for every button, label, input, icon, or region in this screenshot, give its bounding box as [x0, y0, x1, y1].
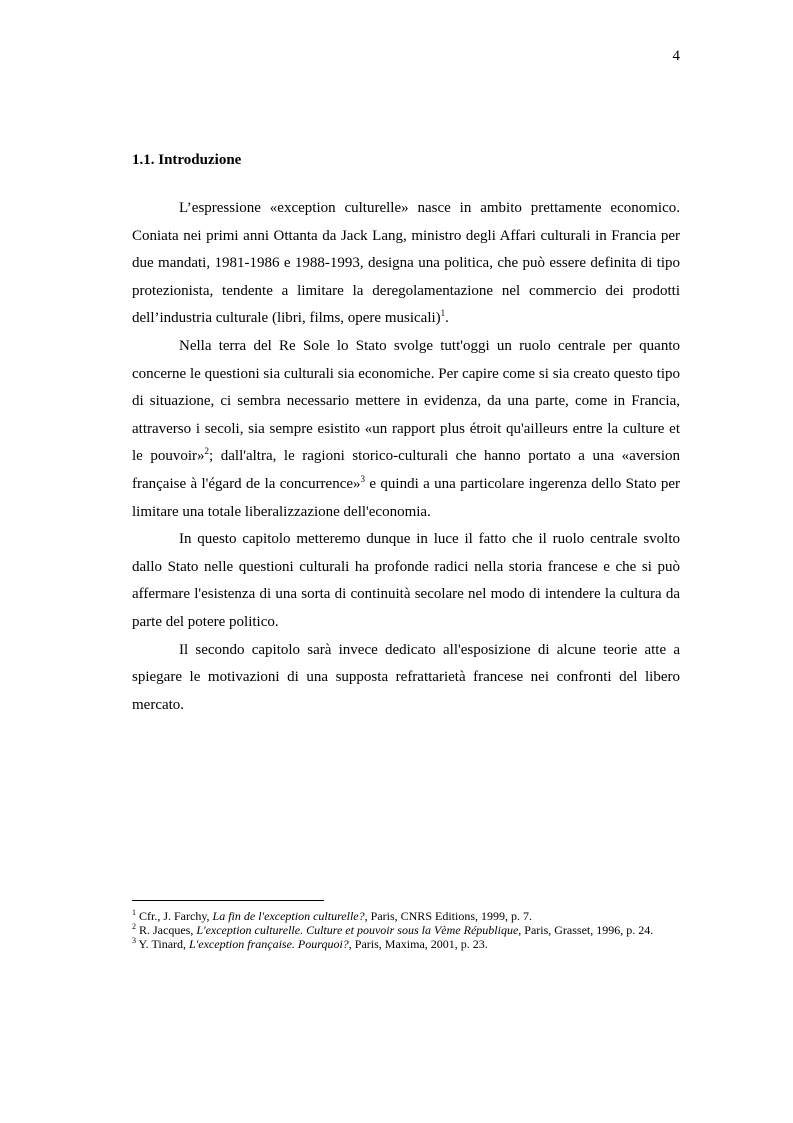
paragraph-2-text-1: Nella terra del Re Sole lo Stato svolge tutt'oggi un ruolo centrale per quanto concerne le questioni sia culturali sia economiche. Per capire come si sia creato questo tipo di situazione, ci sembra necessario mettere in evidenza, da una parte, come in Francia, attraverso i secoli, sia sempre esistito «un rapport plus étroit qu'ailleurs entre la culture et le pouvoir» [132, 337, 680, 465]
body-text [132, 195, 680, 719]
footnote-ref-3: 3 [360, 473, 366, 484]
paragraph-1-text: L’espressione «exception culturelle» nasce in ambito prettamente economico. Coniata nei primi anni Ottanta da Jack Lang, ministro degli Affari culturali in Francia per due mandati, 1981-1986 e 1988-1993, designa una politica, che può essere definita di tipo protezionista, tendente a limitare la deregolamentazione nel commercio dei prodotti dell’industria culturale (libri, films, opere musicali) [132, 200, 680, 327]
footnote-title: L'exception française. Pourquoi? [189, 937, 349, 951]
page-number: 4 [672, 48, 680, 64]
footnote-3 [132, 937, 680, 951]
footnote-ref-1: 1 [440, 308, 446, 319]
footnote-number: 3 [132, 936, 136, 945]
footnote-text: , Paris, Maxima, 2001, p. 23. [348, 937, 488, 951]
paragraph-2-text-2: ; dall'altra, le ragioni storico-culturali che hanno portato a una «aversion française à l'égard de la concurrence» [132, 448, 680, 492]
footnote-title: L'exception culturelle. Culture et pouvoir sous la Vème République [196, 923, 519, 937]
paragraph-2-text-3: e quindi a una particolare ingerenza dello Stato per limitare una totale liberalizzazione dell'economia. [132, 475, 680, 520]
footnotes [132, 900, 680, 951]
footnote-number: 1 [132, 908, 136, 917]
footnote-separator [132, 900, 324, 901]
footnote-text: , Paris, Grasset, 1996, p. 24. [518, 923, 654, 937]
footnote-text: Cfr., J. Farchy, [136, 909, 213, 923]
paragraph-2 [132, 333, 680, 526]
footnote-text: , Paris, CNRS Editions, 1999, p. 7. [364, 909, 532, 923]
footnote-title: La fin de l'exception culturelle? [212, 909, 365, 923]
paragraph-1-tail: . [445, 310, 449, 327]
footnote-ref-2: 2 [204, 446, 210, 457]
footnote-2 [132, 923, 680, 937]
footnote-number: 2 [132, 922, 136, 931]
section-title: 1.1. Introduzione [132, 152, 242, 168]
footnote-1 [132, 909, 680, 923]
paragraph-1 [132, 195, 680, 333]
paragraph-4: Il secondo capitolo sarà invece dedicato all'esposizione di alcune teorie atte a spiegare le motivazioni di una supposta refrattarietà francese nei confronti del libero mercato. [132, 641, 680, 713]
footnote-text: R. Jacques, [136, 923, 197, 937]
main-content [132, 150, 680, 719]
footnote-text: Y. Tinard, [136, 937, 190, 951]
paragraph-3: In questo capitolo metteremo dunque in luce il fatto che il ruolo centrale svolto dallo Stato nelle questioni culturali ha profonde radici nella storia francese e che si può affermare l'esistenza di una sorta di continuità secolare nel modo di intendere la cultura da parte del potere politico. [132, 531, 680, 630]
